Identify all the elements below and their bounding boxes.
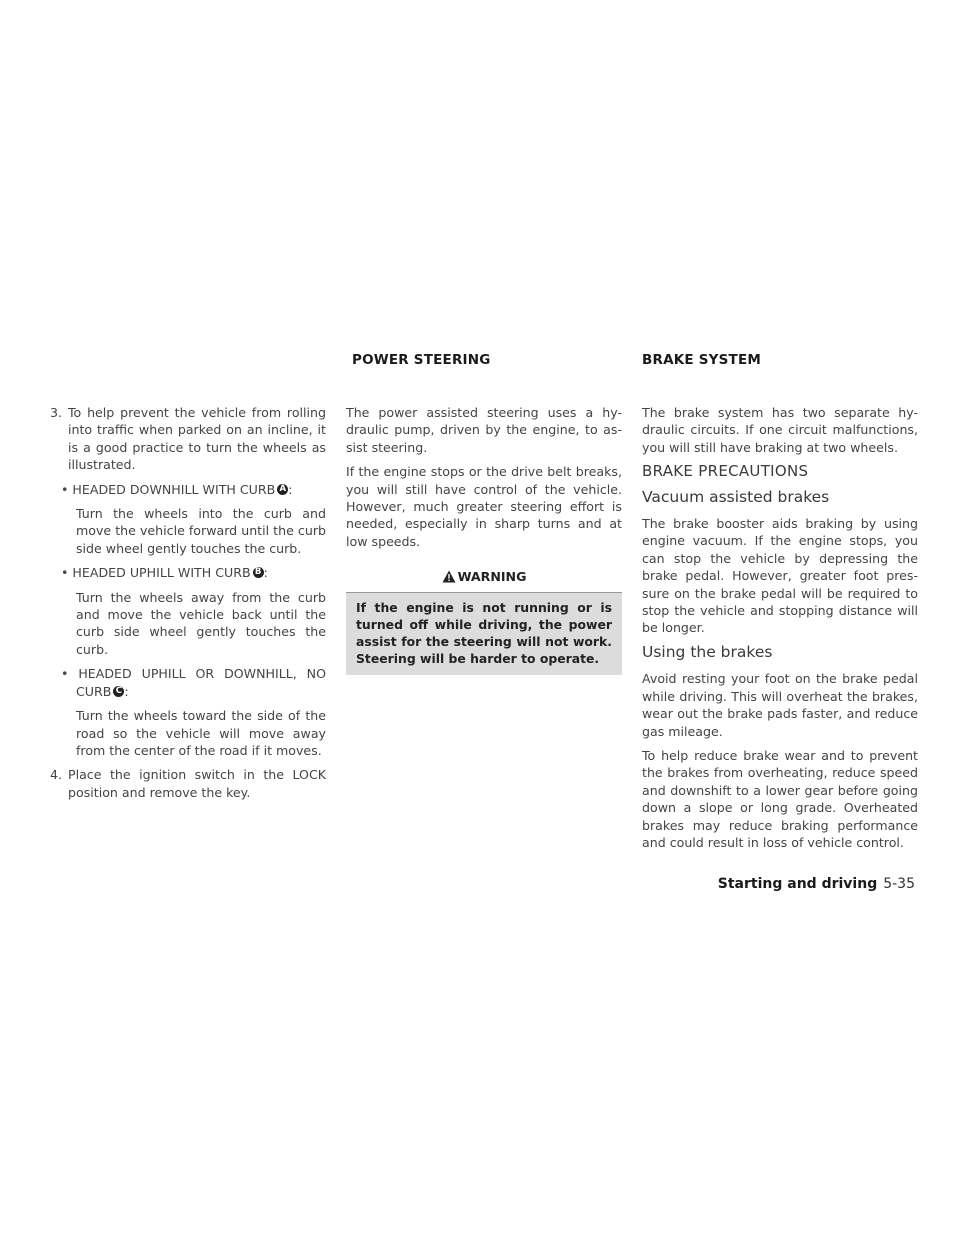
power-steering-paragraph-2: If the engine stops or the drive belt breaks, you will still have control of the vehicle. However, much greater steering effort is needed, especially in sharp turns and at low speeds. bbox=[346, 464, 622, 549]
section-title-brake-system: BRAKE SYSTEM bbox=[642, 352, 762, 368]
bullet-uphill-with-curb bbox=[50, 564, 326, 581]
using-brakes-paragraph-2: To help reduce brake wear and to prevent the brakes from overheating, reduce speed and downshift to a lower gear before going down a slope or long grade. Overheated brakes may reduce braking performance and could result in loss of vehicle control. bbox=[642, 747, 918, 850]
page-footer bbox=[718, 876, 915, 892]
list-item-step-3 bbox=[50, 404, 326, 474]
bullet-no-curb bbox=[50, 665, 326, 700]
marker-a-icon: A bbox=[277, 484, 288, 495]
bullet-label: • HEADED DOWNHILL WITH CURB bbox=[61, 481, 276, 497]
bullet-text: Turn the wheels into the curb and move the vehicle forward until the curb side wheel gently touches the curb. bbox=[76, 506, 326, 556]
column-power-steering bbox=[346, 404, 622, 675]
using-brakes-paragraph-1: Avoid resting your foot on the brake pedal while driving. This will overheat the brakes, wear out the brake pads faster, and reduce gas mileage. bbox=[642, 671, 918, 739]
bullet-text: Turn the wheels toward the side of the road so the vehicle will move away from the center of the road if it moves. bbox=[76, 708, 326, 758]
warning-label: WARNING bbox=[457, 569, 527, 585]
step-text: To help prevent the vehicle from rolling into traffic when parked on an incline, it is a good practice to turn the wheels as illustrated. bbox=[68, 405, 326, 473]
colon: : bbox=[124, 683, 129, 699]
column-parking-instructions bbox=[50, 404, 326, 808]
warning-header bbox=[346, 565, 622, 592]
warning-box bbox=[346, 565, 622, 674]
footer-page-number: 5-35 bbox=[883, 876, 915, 892]
vacuum-paragraph: The brake booster aids braking by using engine vacuum. If the engine stops, you can stop the vehicle by depressing the brake pedal. However, greater foot pres- sure on the brake pedal will be required to stop the vehicle and stopping distance will be longer. bbox=[642, 516, 918, 636]
bullet-downhill-with-curb bbox=[50, 481, 326, 498]
bullet-text: Turn the wheels away from the curb and move the vehicle back until the curb side wheel gently touches the curb. bbox=[76, 589, 326, 657]
marker-b-icon: B bbox=[253, 567, 264, 578]
colon: : bbox=[288, 481, 293, 497]
heading-vacuum-assisted-brakes: Vacuum assisted brakes bbox=[642, 487, 830, 506]
colon: : bbox=[263, 565, 268, 581]
heading-brake-precautions: BRAKE PRECAUTIONS bbox=[642, 462, 809, 481]
warning-text: If the engine is not running or is turned off while driving, the power assist for the steering will not work. Steering will be harder to operate. bbox=[356, 599, 612, 666]
footer-chapter: Starting and driving bbox=[717, 876, 878, 892]
bullet-label: • HEADED UPHILL WITH CURB bbox=[61, 565, 251, 581]
column-brake-system bbox=[642, 404, 918, 858]
list-item-step-4 bbox=[50, 766, 326, 801]
marker-c-icon: C bbox=[113, 686, 124, 697]
heading-using-the-brakes: Using the brakes bbox=[642, 642, 773, 661]
brake-system-paragraph-1: The brake system has two separate hy- draulic circuits. If one circuit malfunctions, you will still have braking at two wheels. bbox=[642, 405, 918, 455]
step-number: 3. bbox=[50, 405, 63, 420]
step-text: Place the ignition switch in the LOCK position and remove the key. bbox=[68, 767, 326, 800]
bullet-label: • HEADED UPHILL OR DOWNHILL, NO CURB bbox=[61, 666, 326, 699]
power-steering-paragraph-1: The power assisted steering uses a hy- draulic pump, driven by the engine, to as- sist steering. bbox=[346, 405, 622, 455]
step-number: 4. bbox=[50, 767, 63, 783]
section-title-power-steering: POWER STEERING bbox=[352, 352, 491, 368]
warning-triangle-icon bbox=[442, 570, 456, 587]
